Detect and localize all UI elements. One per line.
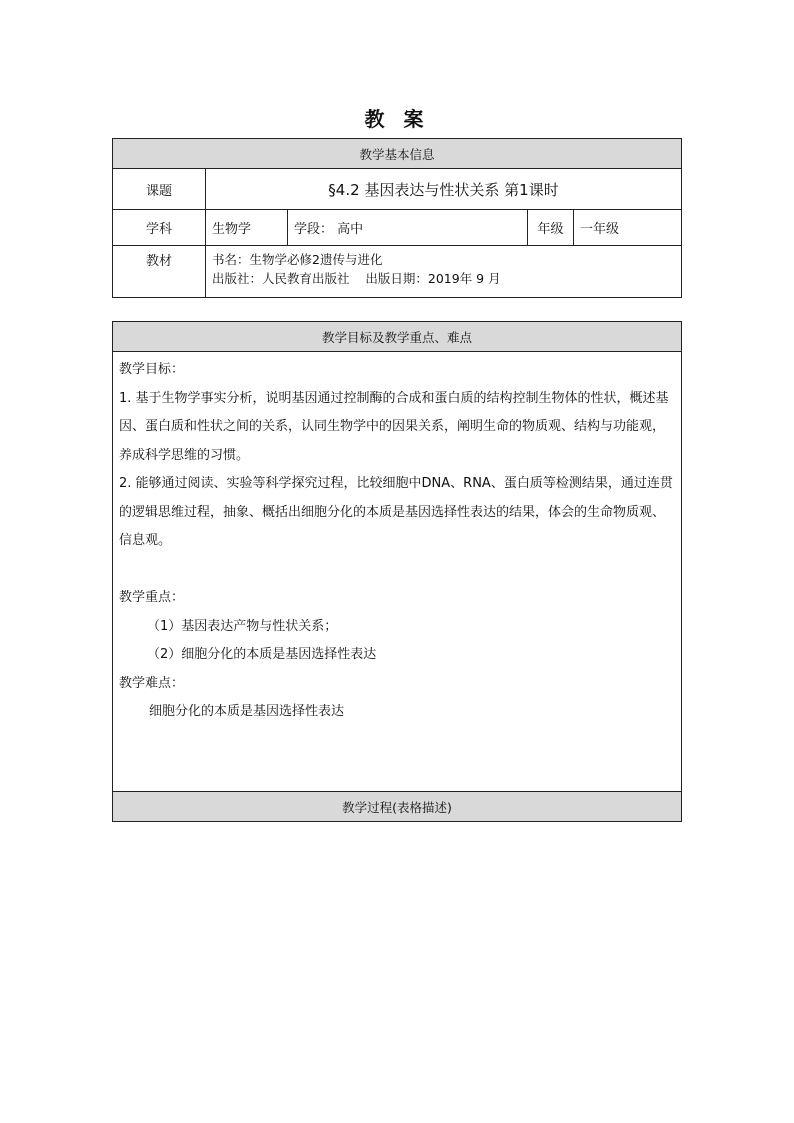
key-point-item: （2）细胞分化的本质是基因选择性表达 — [147, 647, 377, 662]
topic-label: 课题 — [113, 169, 206, 210]
blank-line — [119, 556, 675, 585]
grade-label: 年级 — [528, 210, 574, 246]
basic-info-table — [112, 138, 682, 298]
basic-info-header: 教学基本信息 — [113, 139, 682, 169]
textbook-name: 书名：生物学必修2遗传与进化 — [212, 252, 383, 267]
key-point-item: （1）基因表达产物与性状关系； — [147, 618, 338, 634]
goals-header: 教学目标及教学重点、难点 — [113, 322, 682, 352]
document-title: 教 案 — [364, 107, 430, 131]
process-header: 教学过程(表格描述) — [113, 792, 682, 822]
textbook-info — [206, 246, 682, 298]
objective-item: 1. 基于生物学事实分析，说明基因通过控制酶的合成和蛋白质的结构控制生物体的性状，概述基因、蛋白质和性状之间的关系，认同生物学中的因果关系，阐明生命的物质观、结构与功能观，养成科学思维的习惯。 — [119, 390, 669, 463]
subject-value: 生物学 — [206, 210, 288, 246]
goals-table — [112, 321, 682, 822]
objective-item: 2. 能够通过阅读、实验等科学探究过程，比较细胞中DNA、RNA、蛋白质等检测结果，通过连贯的逻辑思维过程，抽象、概括出细胞分化的本质是基因选择性表达的结果，体会的生命物质观、信息观。 — [119, 476, 673, 548]
objectives-heading: 教学目标： — [119, 362, 185, 377]
difficulty-heading: 教学难点： — [119, 675, 185, 691]
textbook-label: 教材 — [113, 246, 206, 298]
goals-body — [113, 352, 682, 792]
grade-value: 一年级 — [574, 210, 682, 246]
subject-label: 学科 — [113, 210, 206, 246]
topic-value: §4.2 基因表达与性状关系 第1课时 — [206, 169, 682, 210]
key-points-heading: 教学重点： — [119, 590, 185, 605]
difficulty-item: 细胞分化的本质是基因选择性表达 — [149, 704, 345, 719]
stage-value: 学段： 高中 — [288, 210, 528, 246]
textbook-publisher: 出版社：人民教育出版社 出版日期：2019年 9 月 — [212, 271, 501, 286]
